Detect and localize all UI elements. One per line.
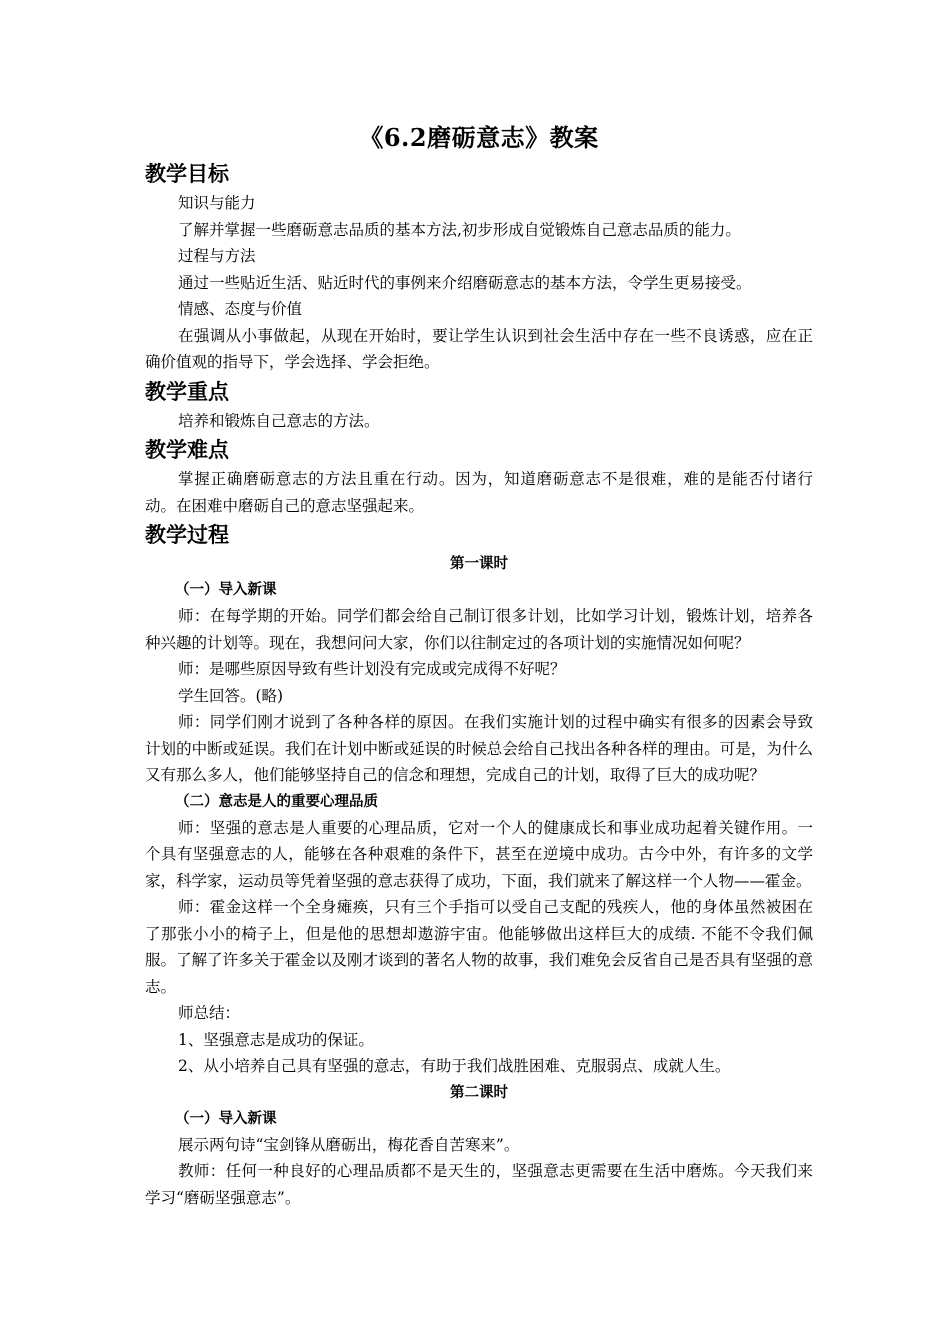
goals-subtitle-attitude: 情感、态度与价值	[178, 300, 303, 318]
lesson2-title: 第二课时	[450, 1084, 508, 1101]
goals-subtitle-knowledge: 知识与能力	[178, 194, 256, 212]
section-heading-goals: 教学目标	[145, 161, 229, 186]
lesson1-paragraph: 师：坚强的意志是人重要的心理品质，它对一个人的健康成长和事业成功起着关键作用。一个具有坚强意志的人，能够在各种艰难的条件下，甚至在逆境中成功。古今中外，有许多的文学家，科学家，运动员等凭着坚强的意志获得了成功，下面，我们就来了解这样一个人物——霍金。	[145, 818, 813, 890]
lesson1-paragraph: 师总结：	[178, 1004, 241, 1022]
difficulty-paragraph: 掌握正确磨砺意志的方法且重在行动。因为，知道磨砺意志不是很难，难的是能否付诸行动。在困难中磨砺自己的意志坚强起来。	[145, 470, 813, 515]
lesson1-paragraph: 师：霍金这样一个全身瘫痪，只有三个手指可以受自己支配的残疾人，他的身体虽然被困在了那张小小的椅子上，但是他的思想却遨游宇宙。他能够做出这样巨大的成绩. 不能不令我们佩服。了解了许多关于霍金以及刚才谈到的著名人物的故事，我们难免会反省自己是否具有坚强的意志。	[145, 898, 813, 996]
lesson1-paragraph: 学生回答。(略)	[178, 686, 284, 705]
section-heading-process: 教学过程	[145, 522, 229, 547]
lesson2-paragraph: 教师：任何一种良好的心理品质都不是天生的，坚强意志更需要在生活中磨炼。今天我们来学习“磨砺坚强意志”。	[145, 1162, 813, 1207]
document-title: 《6.2磨砺意志》教案	[359, 123, 599, 152]
lesson1-paragraph: 师：同学们刚才说到了各种各样的原因。在我们实施计划的过程中确实有很多的因素会导致计划的中断或延误。我们在计划中断或延误的时候总会给自己找出各种各样的理由。可是，为什么又有那么多人，他们能够坚持自己的信念和理想，完成自己的计划，取得了巨大的成功呢？	[145, 713, 813, 784]
lesson1-list-item: 2、从小培养自己具有坚强的意志，有助于我们战胜困难、克服弱点、成就人生。	[178, 1057, 731, 1075]
key-paragraph: 培养和锻炼自己意志的方法。	[178, 411, 380, 430]
lesson1-paragraph: 师：是哪些原因导致有些计划没有完成或完成得不好呢？	[178, 660, 566, 678]
goals-subtitle-process: 过程与方法	[178, 247, 256, 265]
goals-paragraph-attitude: 在强调从小事做起，从现在开始时，要让学生认识到社会生活中存在一些不良诱惑，应在正确价值观的指导下，学会选择、学会拒绝。	[145, 326, 813, 371]
section-heading-difficulty: 教学难点	[145, 437, 229, 462]
lesson1-list-item: 1、坚强意志是成功的保证。	[178, 1030, 374, 1049]
lesson2-part1-title: （一）导入新课	[175, 1110, 277, 1127]
lesson1-paragraph: 师：在每学期的开始。同学们都会给自己制订很多计划，比如学习计划，锻炼计划，培养各种兴趣的计划等。现在，我想问问大家，你们以往制定过的各项计划的实施情况如何呢？	[145, 607, 813, 652]
goals-paragraph-knowledge: 了解并掌握一些磨砺意志品质的基本方法,初步形成自觉锻炼自己意志品质的能力。	[178, 220, 741, 239]
lesson1-part1-title: （一）导入新课	[175, 582, 277, 598]
lesson2-paragraph: 展示两句诗“宝剑锋从磨砺出，梅花香自苦寒来”。	[178, 1135, 520, 1154]
document-body	[145, 118, 813, 1211]
goals-paragraph-process: 通过一些贴近生活、贴近时代的事例来介绍磨砺意志的基本方法，令学生更易接受。	[178, 273, 752, 292]
lesson1-part2-title: （二）意志是人的重要心理品质	[175, 793, 378, 810]
lesson1-title: 第一课时	[450, 556, 508, 572]
section-heading-key: 教学重点	[145, 378, 229, 404]
